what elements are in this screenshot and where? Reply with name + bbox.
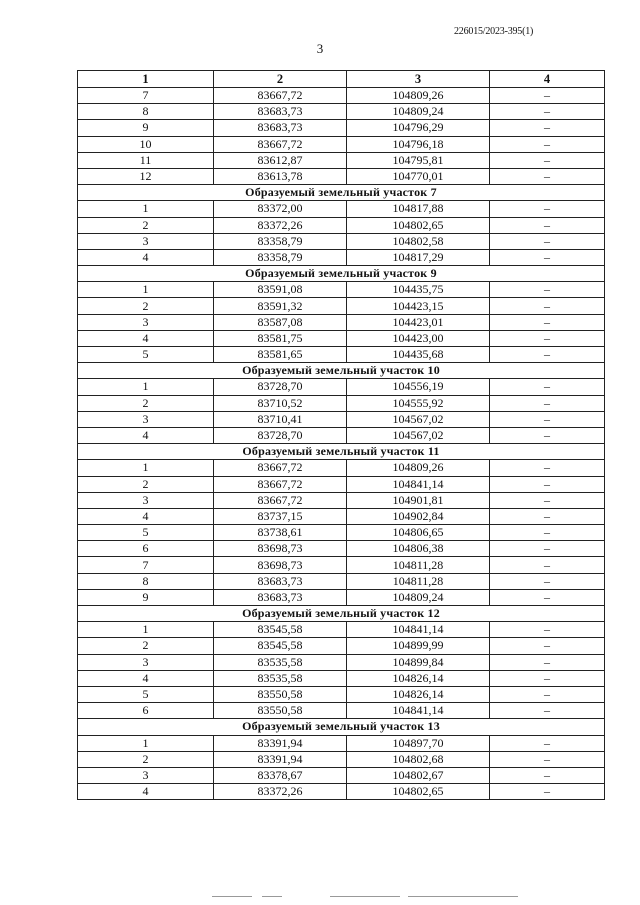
y-coordinate-cell: 104811,28	[347, 557, 490, 573]
note-cell: –	[490, 330, 605, 346]
x-coordinate-cell: 83372,26	[214, 784, 347, 800]
x-coordinate-cell: 83581,75	[214, 330, 347, 346]
table-row	[78, 249, 605, 265]
table-row	[78, 427, 605, 443]
y-coordinate-cell: 104802,58	[347, 233, 490, 249]
section-title-row	[78, 185, 605, 201]
section-title: Образуемый земельный участок 13	[78, 719, 605, 735]
y-coordinate-cell: 104809,24	[347, 104, 490, 120]
y-coordinate-cell: 104423,00	[347, 330, 490, 346]
y-coordinate-cell: 104802,65	[347, 784, 490, 800]
table-row	[78, 638, 605, 654]
y-coordinate-cell: 104809,24	[347, 589, 490, 605]
x-coordinate-cell: 83667,72	[214, 476, 347, 492]
y-coordinate-cell: 104423,15	[347, 298, 490, 314]
table-row	[78, 751, 605, 767]
point-number-cell: 1	[78, 379, 214, 395]
table-body	[78, 88, 605, 800]
y-coordinate-cell: 104841,14	[347, 703, 490, 719]
point-number-cell: 3	[78, 233, 214, 249]
note-cell: –	[490, 670, 605, 686]
point-number-cell: 11	[78, 152, 214, 168]
table-row	[78, 411, 605, 427]
table-row	[78, 686, 605, 702]
y-coordinate-cell: 104567,02	[347, 427, 490, 443]
note-cell: –	[490, 492, 605, 508]
footer-scan-marks	[0, 892, 640, 900]
point-number-cell: 1	[78, 622, 214, 638]
point-number-cell: 2	[78, 638, 214, 654]
point-number-cell: 2	[78, 395, 214, 411]
point-number-cell: 8	[78, 573, 214, 589]
x-coordinate-cell: 83391,94	[214, 735, 347, 751]
point-number-cell: 4	[78, 784, 214, 800]
y-coordinate-cell: 104556,19	[347, 379, 490, 395]
y-coordinate-cell: 104567,02	[347, 411, 490, 427]
table-row	[78, 136, 605, 152]
point-number-cell: 9	[78, 120, 214, 136]
note-cell: –	[490, 767, 605, 783]
y-coordinate-cell: 104817,88	[347, 201, 490, 217]
table-row	[78, 541, 605, 557]
table-row	[78, 330, 605, 346]
document-reference: 226015/2023-395(1)	[454, 26, 534, 37]
coordinates-table	[77, 70, 605, 800]
y-coordinate-cell: 104555,92	[347, 395, 490, 411]
point-number-cell: 1	[78, 282, 214, 298]
note-cell: –	[490, 88, 605, 104]
point-number-cell: 5	[78, 525, 214, 541]
y-coordinate-cell: 104806,65	[347, 525, 490, 541]
section-title: Образуемый земельный участок 11	[78, 444, 605, 460]
column-header: 4	[490, 71, 605, 88]
section-title-row	[78, 266, 605, 282]
x-coordinate-cell: 83358,79	[214, 249, 347, 265]
note-cell: –	[490, 654, 605, 670]
table-row	[78, 784, 605, 800]
note-cell: –	[490, 201, 605, 217]
note-cell: –	[490, 395, 605, 411]
x-coordinate-cell: 83545,58	[214, 622, 347, 638]
point-number-cell: 5	[78, 686, 214, 702]
point-number-cell: 4	[78, 249, 214, 265]
note-cell: –	[490, 703, 605, 719]
table-row	[78, 460, 605, 476]
table-row	[78, 201, 605, 217]
note-cell: –	[490, 460, 605, 476]
point-number-cell: 6	[78, 541, 214, 557]
point-number-cell: 3	[78, 314, 214, 330]
point-number-cell: 2	[78, 298, 214, 314]
table-row	[78, 476, 605, 492]
x-coordinate-cell: 83667,72	[214, 88, 347, 104]
point-number-cell: 4	[78, 670, 214, 686]
point-number-cell: 4	[78, 508, 214, 524]
note-cell: –	[490, 525, 605, 541]
x-coordinate-cell: 83372,26	[214, 217, 347, 233]
x-coordinate-cell: 83728,70	[214, 379, 347, 395]
section-title: Образуемый земельный участок 10	[78, 363, 605, 379]
note-cell: –	[490, 298, 605, 314]
x-coordinate-cell: 83550,58	[214, 686, 347, 702]
section-title-row	[78, 363, 605, 379]
x-coordinate-cell: 83710,41	[214, 411, 347, 427]
table-row	[78, 88, 605, 104]
x-coordinate-cell: 83667,72	[214, 136, 347, 152]
note-cell: –	[490, 282, 605, 298]
column-header: 2	[214, 71, 347, 88]
x-coordinate-cell: 83737,15	[214, 508, 347, 524]
point-number-cell: 3	[78, 492, 214, 508]
table-row	[78, 217, 605, 233]
x-coordinate-cell: 83683,73	[214, 589, 347, 605]
y-coordinate-cell: 104795,81	[347, 152, 490, 168]
note-cell: –	[490, 104, 605, 120]
y-coordinate-cell: 104899,99	[347, 638, 490, 654]
table-row	[78, 168, 605, 184]
note-cell: –	[490, 217, 605, 233]
x-coordinate-cell: 83545,58	[214, 638, 347, 654]
note-cell: –	[490, 508, 605, 524]
y-coordinate-cell: 104802,68	[347, 751, 490, 767]
note-cell: –	[490, 557, 605, 573]
table-row	[78, 379, 605, 395]
y-coordinate-cell: 104811,28	[347, 573, 490, 589]
point-number-cell: 6	[78, 703, 214, 719]
note-cell: –	[490, 735, 605, 751]
y-coordinate-cell: 104902,84	[347, 508, 490, 524]
y-coordinate-cell: 104809,26	[347, 460, 490, 476]
note-cell: –	[490, 427, 605, 443]
note-cell: –	[490, 476, 605, 492]
x-coordinate-cell: 83612,87	[214, 152, 347, 168]
table-row	[78, 573, 605, 589]
y-coordinate-cell: 104806,38	[347, 541, 490, 557]
section-title-row	[78, 719, 605, 735]
x-coordinate-cell: 83372,00	[214, 201, 347, 217]
y-coordinate-cell: 104841,14	[347, 622, 490, 638]
table-row	[78, 589, 605, 605]
x-coordinate-cell: 83581,65	[214, 347, 347, 363]
x-coordinate-cell: 83710,52	[214, 395, 347, 411]
table-row	[78, 557, 605, 573]
section-title: Образуемый земельный участок 7	[78, 185, 605, 201]
table-row	[78, 282, 605, 298]
x-coordinate-cell: 83591,08	[214, 282, 347, 298]
table-row	[78, 735, 605, 751]
section-title: Образуемый земельный участок 12	[78, 606, 605, 622]
section-title-row	[78, 606, 605, 622]
page-number: 3	[316, 41, 324, 56]
point-number-cell: 2	[78, 751, 214, 767]
note-cell: –	[490, 622, 605, 638]
y-coordinate-cell: 104826,14	[347, 686, 490, 702]
point-number-cell: 3	[78, 767, 214, 783]
y-coordinate-cell: 104841,14	[347, 476, 490, 492]
table-row	[78, 703, 605, 719]
point-number-cell: 9	[78, 589, 214, 605]
note-cell: –	[490, 751, 605, 767]
table-row	[78, 508, 605, 524]
column-header: 3	[347, 71, 490, 88]
x-coordinate-cell: 83391,94	[214, 751, 347, 767]
table-row	[78, 298, 605, 314]
note-cell: –	[490, 249, 605, 265]
table-row	[78, 347, 605, 363]
x-coordinate-cell: 83535,58	[214, 654, 347, 670]
point-number-cell: 8	[78, 104, 214, 120]
note-cell: –	[490, 120, 605, 136]
column-header: 1	[78, 71, 214, 88]
point-number-cell: 2	[78, 217, 214, 233]
note-cell: –	[490, 638, 605, 654]
note-cell: –	[490, 379, 605, 395]
y-coordinate-cell: 104423,01	[347, 314, 490, 330]
y-coordinate-cell: 104435,68	[347, 347, 490, 363]
point-number-cell: 3	[78, 654, 214, 670]
x-coordinate-cell: 83728,70	[214, 427, 347, 443]
note-cell: –	[490, 152, 605, 168]
y-coordinate-cell: 104770,01	[347, 168, 490, 184]
point-number-cell: 3	[78, 411, 214, 427]
y-coordinate-cell: 104826,14	[347, 670, 490, 686]
section-title: Образуемый земельный участок 9	[78, 266, 605, 282]
table-row	[78, 152, 605, 168]
y-coordinate-cell: 104796,29	[347, 120, 490, 136]
y-coordinate-cell: 104435,75	[347, 282, 490, 298]
x-coordinate-cell: 83667,72	[214, 492, 347, 508]
x-coordinate-cell: 83550,58	[214, 703, 347, 719]
note-cell: –	[490, 573, 605, 589]
point-number-cell: 7	[78, 88, 214, 104]
table-row	[78, 767, 605, 783]
table-row	[78, 525, 605, 541]
point-number-cell: 7	[78, 557, 214, 573]
table-row	[78, 654, 605, 670]
x-coordinate-cell: 83738,61	[214, 525, 347, 541]
note-cell: –	[490, 411, 605, 427]
section-title-row	[78, 444, 605, 460]
x-coordinate-cell: 83378,67	[214, 767, 347, 783]
point-number-cell: 10	[78, 136, 214, 152]
y-coordinate-cell: 104809,26	[347, 88, 490, 104]
table-row	[78, 395, 605, 411]
y-coordinate-cell: 104796,18	[347, 136, 490, 152]
point-number-cell: 1	[78, 735, 214, 751]
point-number-cell: 1	[78, 201, 214, 217]
y-coordinate-cell: 104901,81	[347, 492, 490, 508]
table-row	[78, 622, 605, 638]
note-cell: –	[490, 168, 605, 184]
x-coordinate-cell: 83358,79	[214, 233, 347, 249]
y-coordinate-cell: 104817,29	[347, 249, 490, 265]
x-coordinate-cell: 83613,78	[214, 168, 347, 184]
table-row	[78, 120, 605, 136]
x-coordinate-cell: 83683,73	[214, 573, 347, 589]
y-coordinate-cell: 104802,67	[347, 767, 490, 783]
point-number-cell: 1	[78, 460, 214, 476]
y-coordinate-cell: 104802,65	[347, 217, 490, 233]
note-cell: –	[490, 686, 605, 702]
point-number-cell: 5	[78, 347, 214, 363]
point-number-cell: 4	[78, 330, 214, 346]
table-row	[78, 233, 605, 249]
point-number-cell: 12	[78, 168, 214, 184]
note-cell: –	[490, 784, 605, 800]
note-cell: –	[490, 314, 605, 330]
x-coordinate-cell: 83683,73	[214, 120, 347, 136]
x-coordinate-cell: 83683,73	[214, 104, 347, 120]
note-cell: –	[490, 347, 605, 363]
table-row	[78, 314, 605, 330]
y-coordinate-cell: 104897,70	[347, 735, 490, 751]
note-cell: –	[490, 136, 605, 152]
point-number-cell: 4	[78, 427, 214, 443]
note-cell: –	[490, 589, 605, 605]
x-coordinate-cell: 83587,08	[214, 314, 347, 330]
x-coordinate-cell: 83591,32	[214, 298, 347, 314]
x-coordinate-cell: 83698,73	[214, 557, 347, 573]
table-row	[78, 104, 605, 120]
table-row	[78, 492, 605, 508]
table-header-row	[78, 71, 605, 88]
note-cell: –	[490, 233, 605, 249]
x-coordinate-cell: 83667,72	[214, 460, 347, 476]
y-coordinate-cell: 104899,84	[347, 654, 490, 670]
x-coordinate-cell: 83698,73	[214, 541, 347, 557]
table-row	[78, 670, 605, 686]
x-coordinate-cell: 83535,58	[214, 670, 347, 686]
point-number-cell: 2	[78, 476, 214, 492]
note-cell: –	[490, 541, 605, 557]
